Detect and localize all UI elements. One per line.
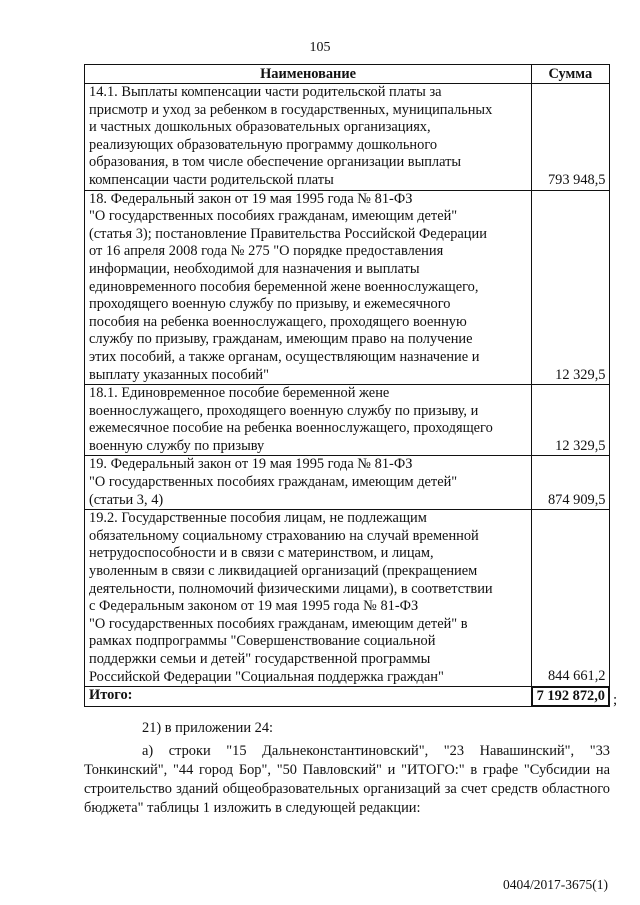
row-name-line: с Федеральным законом от 19 мая 1995 года № 81-ФЗ — [89, 598, 419, 615]
row-sum-cell: 874 909,5 — [532, 456, 609, 510]
row-name-line: "О государственных пособиях гражданам, имеющим детей" в — [89, 615, 468, 632]
row-name-line: 18.1. Единовременное пособие беременной жене — [89, 385, 390, 402]
row-name-line: компенсации части родительской платы — [89, 171, 334, 188]
row-name-line: 18. Федеральный закон от 19 мая 1995 года № 81-ФЗ — [89, 190, 413, 207]
table-row — [85, 385, 610, 456]
row-name-line: этих пособий, а также органам, осуществляющим назначение и — [89, 348, 480, 365]
table-row — [85, 456, 610, 510]
row-sum-cell: 793 948,5 — [532, 84, 609, 191]
row-name-line: реализующих образовательную программу дошкольного — [89, 136, 438, 153]
row-name-line: деятельности, полномочий физическими лицами), в соответствии — [89, 580, 493, 597]
page-number: 105 — [309, 40, 331, 55]
total-sum: 7 192 872,0 — [532, 687, 609, 707]
total-label: Итого: — [85, 687, 532, 707]
document-code: 0404/2017-3675(1) — [503, 877, 608, 892]
table-total-row — [85, 687, 610, 707]
table-row — [85, 190, 610, 385]
row-name-line: информации, необходимой для назначения и выплаты — [89, 260, 420, 277]
row-name-line: 14.1. Выплаты компенсации части родительской платы за — [89, 84, 442, 100]
row-name-cell — [85, 510, 532, 687]
trailing-semicolon: ; — [613, 692, 618, 708]
header-name: Наименование — [85, 65, 532, 84]
row-name-line: (статьи 3, 4) — [89, 491, 164, 508]
row-name-line: и частных дошкольных образовательных организациях, — [89, 119, 431, 136]
row-name-line: присмотр и уход за ребенком в государственных, муниципальных — [89, 101, 493, 118]
row-name-line: обязательному социальному страхованию на случай временной — [89, 527, 479, 544]
row-name-line: "О государственных пособиях гражданам, имеющим детей" — [89, 474, 458, 491]
row-name-line: (статья 3); постановление Правительства Российской Федерации — [89, 225, 487, 242]
row-name-line: поддержки семьи и детей" государственной программы — [89, 651, 431, 667]
row-name-line: выплату указанных пособий" — [89, 366, 269, 383]
header-sum: Сумма — [532, 65, 609, 84]
row-name-line: военную службу по призыву — [89, 437, 265, 454]
row-name-line: от 16 апреля 2008 года № 275 "О порядке предоставления — [89, 243, 444, 260]
row-name-line: ежемесячное пособие на ребенка военнослужащего, проходящего — [89, 420, 493, 437]
row-sum-cell: 12 329,5 — [532, 385, 609, 456]
row-name-line: образования, в том числе обеспечение организации выплаты — [89, 154, 462, 171]
row-name-line: проходящего военную службу по призыву, и ежемесячного — [89, 296, 451, 313]
row-name-cell — [85, 456, 532, 510]
paragraph-21: 21) в приложении 24: — [142, 720, 274, 736]
expenditure-table — [84, 64, 610, 707]
row-name-line: пособия на ребенка военнослужащего, проходящего военную — [89, 313, 467, 330]
paragraph-a: а) строки "15 Дальнеконстантиновский", "23 Навашинский", "33 Тонкинский", "44 город Бор", "50 Павловский" и "ИТОГО:" в графе "Субсидии на строительство зданий общеобразовательных организаций за счет средств областного бюджета" таблицы 1 изложить в следующей редакции: — [84, 743, 610, 816]
table-body — [85, 84, 610, 687]
row-sum-cell: 844 661,2 — [532, 510, 609, 687]
row-name-line: Российской Федерации "Социальная поддержка граждан" — [89, 668, 444, 685]
row-name-line: 19. Федеральный закон от 19 мая 1995 года № 81-ФЗ — [89, 456, 413, 473]
row-name-line: рамках подпрограммы "Совершенствование социальной — [89, 633, 436, 650]
row-name-line: 19.2. Государственные пособия лицам, не подлежащим — [89, 510, 427, 527]
table-header-row — [85, 65, 610, 84]
row-name-line: службу по призыву, гражданам, имеющим право на получение — [89, 331, 473, 348]
row-name-cell — [85, 190, 532, 385]
row-name-cell — [85, 385, 532, 456]
row-sum-cell: 12 329,5 — [532, 190, 609, 385]
row-name-line: "О государственных пособиях гражданам, имеющим детей" — [89, 208, 458, 225]
row-name-line: военнослужащего, проходящего военную службу по призыву, и — [89, 402, 479, 419]
table-row — [85, 84, 610, 191]
row-name-line: уволенным в связи с ликвидацией организаций (прекращением — [89, 563, 478, 580]
row-name-line: единовременного пособия беременной жене военнослужащего, — [89, 278, 479, 295]
table-row — [85, 510, 610, 687]
row-name-line: нетрудоспособности и в связи с материнством, и лицам, — [89, 545, 434, 562]
row-name-cell — [85, 84, 532, 191]
